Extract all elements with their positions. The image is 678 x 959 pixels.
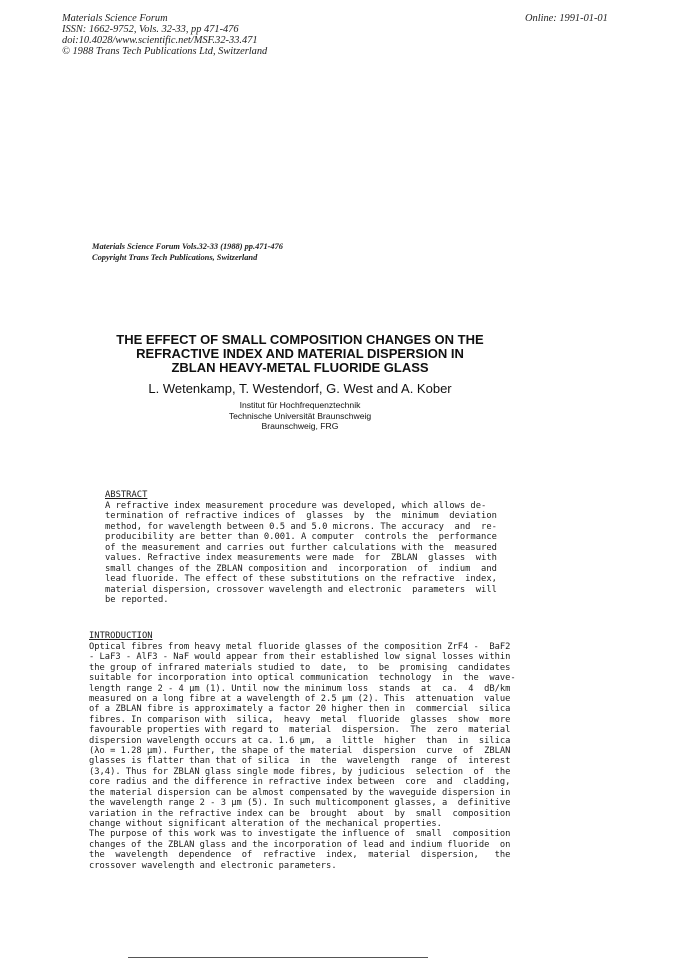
affiliation — [150, 400, 450, 432]
abstract-line: method, for wavelength between 0.5 and 5.0 microns. The accuracy and re- — [105, 521, 497, 532]
introduction-line: the material dispersion can be almost compensated by the waveguide dispersion in — [89, 787, 511, 798]
introduction-line: the wavelength range 2 - 3 µm (5). In such multicomponent glasses, a definitive — [89, 798, 511, 809]
abstract-section — [105, 490, 497, 606]
introduction-line: length range 2 - 4 µm (1). Until now the minimum loss stands at ca. 4 dB/km — [89, 683, 511, 694]
online-date: Online: 1991-01-01 — [525, 13, 608, 24]
introduction-line: of a ZBLAN fibre is approximately a factor 20 higher then in commercial silica — [89, 704, 511, 715]
abstract-heading: ABSTRACT — [105, 490, 148, 500]
abstract-line: small changes of the ZBLAN composition and incorporation of indium and — [105, 563, 497, 574]
doi-line: doi:10.4028/www.scientific.net/MSF.32-33.471 — [62, 35, 258, 46]
introduction-line: suitable for incorporation into optical communication technology in the wave- — [89, 673, 516, 684]
introduction-line: The purpose of this work was to investigate the influence of small composition — [89, 829, 511, 840]
citation-volume: Materials Science Forum Vols.32-33 (1988) pp.471-476 — [92, 242, 283, 251]
abstract-line: of the measurement and carries out further calculations with the measured — [105, 542, 497, 553]
journal-header — [62, 13, 267, 57]
copyright-line: © 1988 Trans Tech Publications Ltd, Switzerland — [62, 46, 268, 57]
affiliation-city: Braunschweig, FRG — [261, 421, 339, 431]
introduction-line: fibres. In comparison with silica, heavy metal fluoride glasses show more — [89, 714, 511, 725]
abstract-line: values. Refractive index measurements were made for ZBLAN glasses with — [105, 553, 497, 564]
introduction-line: the wavelength dependence of refractive index, material dispersion, the — [89, 850, 511, 861]
introduction-line: glasses is flatter than that of silica in the wavelength range of interest — [89, 756, 511, 767]
abstract-line: A refractive index measurement procedure was developed, which allows de- — [105, 501, 487, 511]
title-line: ZBLAN HEAVY-METAL FLUORIDE GLASS — [171, 360, 429, 375]
abstract-line: material dispersion, crossover wavelength and electronic parameters will — [105, 584, 497, 595]
introduction-line: crossover wavelength and electronic parameters. — [89, 860, 337, 871]
introduction-line: dispersion wavelength occurs at ca. 1.6 µm, a little higher than in silica — [89, 735, 511, 746]
citation-block — [92, 241, 283, 263]
authors: L. Wetenkamp, T. Westendorf, G. West and A. Kober — [148, 381, 452, 396]
abstract-line: termination of refractive indices of glasses by the minimum deviation — [105, 511, 497, 522]
introduction-heading: INTRODUCTION — [89, 631, 153, 641]
introduction-line: variation in the refractive index can be brought about by small composition — [89, 808, 511, 819]
abstract-line: producibility are better than 0.001. A computer controls the performance — [105, 532, 497, 543]
citation-copyright: Copyright Trans Tech Publications, Switzerland — [92, 253, 258, 262]
introduction-line: Optical fibres from heavy metal fluoride glasses of the composition ZrF4 - BaF2 — [89, 642, 511, 652]
introduction-line: change without significant alteration of the mechanical properties. — [89, 818, 442, 829]
introduction-section — [89, 631, 516, 871]
affiliation-institute: Institut für Hochfrequenztechnik — [239, 400, 361, 410]
title-line: THE EFFECT OF SMALL COMPOSITION CHANGES ON THE — [116, 332, 484, 347]
journal-name: Materials Science Forum — [62, 13, 168, 24]
introduction-line: measured on a long fibre at a wavelength of 2.5 µm (2). This attenuation value — [89, 694, 511, 705]
issn-line: ISSN: 1662-9752, Vols. 32-33, pp 471-476 — [62, 24, 239, 35]
abstract-line: lead fluoride. The effect of these substitutions on the refractive index, — [105, 574, 497, 585]
footer-rule — [128, 957, 428, 958]
introduction-line: the group of infrared materials studied to date, to be promising candidates — [89, 662, 511, 673]
paper-title — [100, 333, 500, 375]
introduction-line: changes of the ZBLAN glass and the incorporation of lead and indium fluoride on — [89, 839, 511, 850]
introduction-line: - LaF3 - AlF3 - NaF would appear from their established low signal losses within — [89, 652, 511, 663]
title-line: REFRACTIVE INDEX AND MATERIAL DISPERSION IN — [136, 346, 464, 361]
introduction-line: core radius and the difference in refractive index between core and cladding, — [89, 777, 511, 788]
abstract-line: be reported. — [105, 595, 169, 606]
introduction-line: (3,4). Thus for ZBLAN glass single mode fibres, by judicious selection of the — [89, 766, 511, 777]
affiliation-university: Technische Universität Braunschweig — [228, 410, 372, 421]
introduction-line: (λo = 1.28 µm). Further, the shape of the material dispersion curve of ZBLAN — [89, 746, 511, 757]
introduction-line: favourable properties with regard to material dispersion. The zero material — [89, 725, 511, 736]
